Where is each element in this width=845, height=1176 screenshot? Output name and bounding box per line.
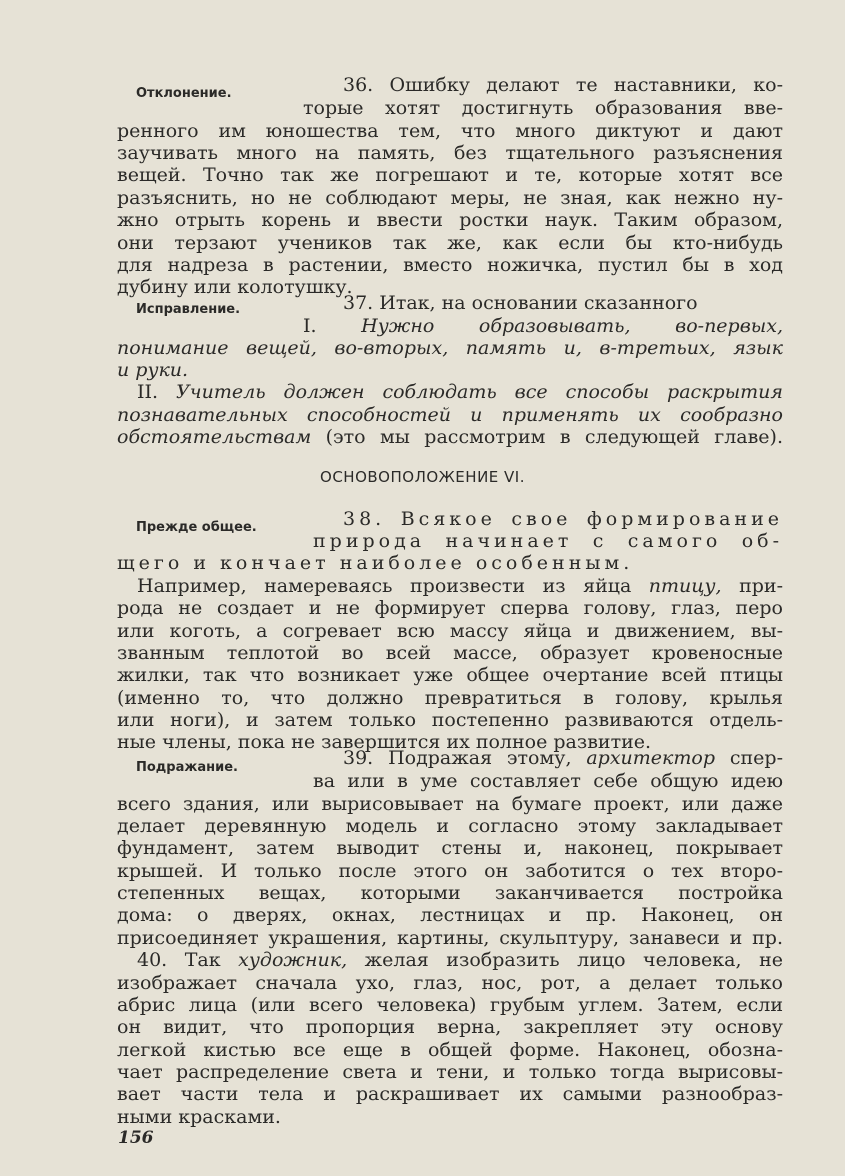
text-line: званным теплотой во всей массе, образует кровеносные (117, 642, 783, 664)
text-line: всего здания, или вырисовывает на бумаге проект, или даже (117, 793, 783, 815)
text-line: вает части тела и раскрашивает их самыми разнообраз- (117, 1083, 783, 1105)
text-line: или ноги), и затем только постепенно развиваются отдель- (117, 709, 783, 731)
text-line: торые хотят достигнуть образования вве- (303, 97, 783, 119)
text-line: легкой кистью все еще в общей форме. Наконец, обозна- (117, 1039, 783, 1061)
text-line: они терзают учеников так же, как если бы кто-нибудь (117, 232, 783, 254)
text-line: познавательных способностей и применять их сообразно (117, 404, 783, 426)
text-line: или коготь, а согревает всю массу яйца и движением, вы- (117, 620, 783, 642)
text-line: 36. Ошибку делают те наставники, ко- (343, 74, 783, 96)
margin-note-general-first: Прежде общее. (136, 520, 257, 535)
text-line: ными красками. (117, 1106, 281, 1128)
text-line: делает деревянную модель и согласно этому закладывает (117, 815, 783, 837)
text-line: жно отрыть корень и ввести ростки наук. Таким образом, (117, 209, 783, 231)
text-line: щего и кончает наиболее особенным. (117, 552, 634, 574)
text-line: дома: о дверях, окнах, лестницах и пр. Наконец, он (117, 904, 783, 926)
text-line: 40. Так художник, желая изобразить лицо человека, не (137, 949, 783, 971)
text-line: природа начинает с самого об- (313, 530, 783, 552)
text-line: для надреза в растении, вместо ножичка, пустил бы в ход (117, 254, 783, 276)
text-line: Например, намереваясь произвести из яйца птицу, при- (137, 575, 783, 597)
text-line: абрис лица (или всего человека) грубым углем. Затем, если (117, 994, 783, 1016)
text-line: и руки. (117, 359, 189, 381)
text-line: разъяснить, но не соблюдают меры, не зная, как нежно ну- (117, 187, 783, 209)
text-line: 37. Итак, на основании сказанного (343, 292, 698, 314)
text-line: обстоятельствам (это мы рассмотрим в следующей главе). (117, 426, 783, 448)
margin-note-deviation: Отклонение. (136, 86, 232, 101)
text-line: ва или в уме составляет себе общую идею (313, 770, 783, 792)
text-line: 39. Подражая этому, архитектор спер- (343, 747, 783, 769)
text-line: степенных вещах, которыми заканчивается постройка (117, 882, 783, 904)
text-line: 38. Всякое свое формирование (343, 508, 783, 530)
text-line: ренного им юношества тем, что много диктуют и дают (117, 120, 783, 142)
margin-note-imitation: Подражание. (136, 760, 238, 775)
text-line: изображает сначала ухо, глаз, нос, рот, а делает только (117, 972, 783, 994)
text-line: ные члены, пока не завершится их полное развитие. (117, 731, 652, 753)
text-line: крышей. И только после этого он заботится о тех второ- (117, 860, 783, 882)
text-line: жилки, так что возникает уже общее очертание всей птицы (117, 664, 783, 686)
text-line: I. Нужно образовывать, во-первых, (303, 315, 783, 337)
text-line: II. Учитель должен соблюдать все способы раскрытия (137, 381, 784, 403)
text-line: он видит, что пропорция верна, закрепляет эту основу (117, 1016, 783, 1038)
text-line: присоединяет украшения, картины, скульптуру, занавеси и пр. (117, 927, 783, 949)
section-heading: ОСНОВОПОЛОЖЕНИЕ VI. (320, 468, 525, 486)
text-line: дубину или колотушку. (117, 276, 353, 298)
text-line: заучивать много на память, без тщательного разъяснения (117, 142, 783, 164)
text-line: фундамент, затем выводит стены и, наконец, покрывает (117, 837, 783, 859)
text-line: понимание вещей, во-вторых, память и, в-третьих, язык (117, 337, 783, 359)
text-line: (именно то, что должно превратиться в голову, крылья (117, 687, 783, 709)
text-line: вещей. Точно так же погрешают и те, которые хотят все (117, 164, 783, 186)
page-number: 156 (118, 1128, 154, 1148)
margin-note-correction: Исправление. (136, 302, 241, 317)
text-line: рода не создает и не формирует сперва голову, глаз, перо (117, 597, 783, 619)
text-line: чает распределение света и тени, и только тогда вырисовы- (117, 1061, 783, 1083)
